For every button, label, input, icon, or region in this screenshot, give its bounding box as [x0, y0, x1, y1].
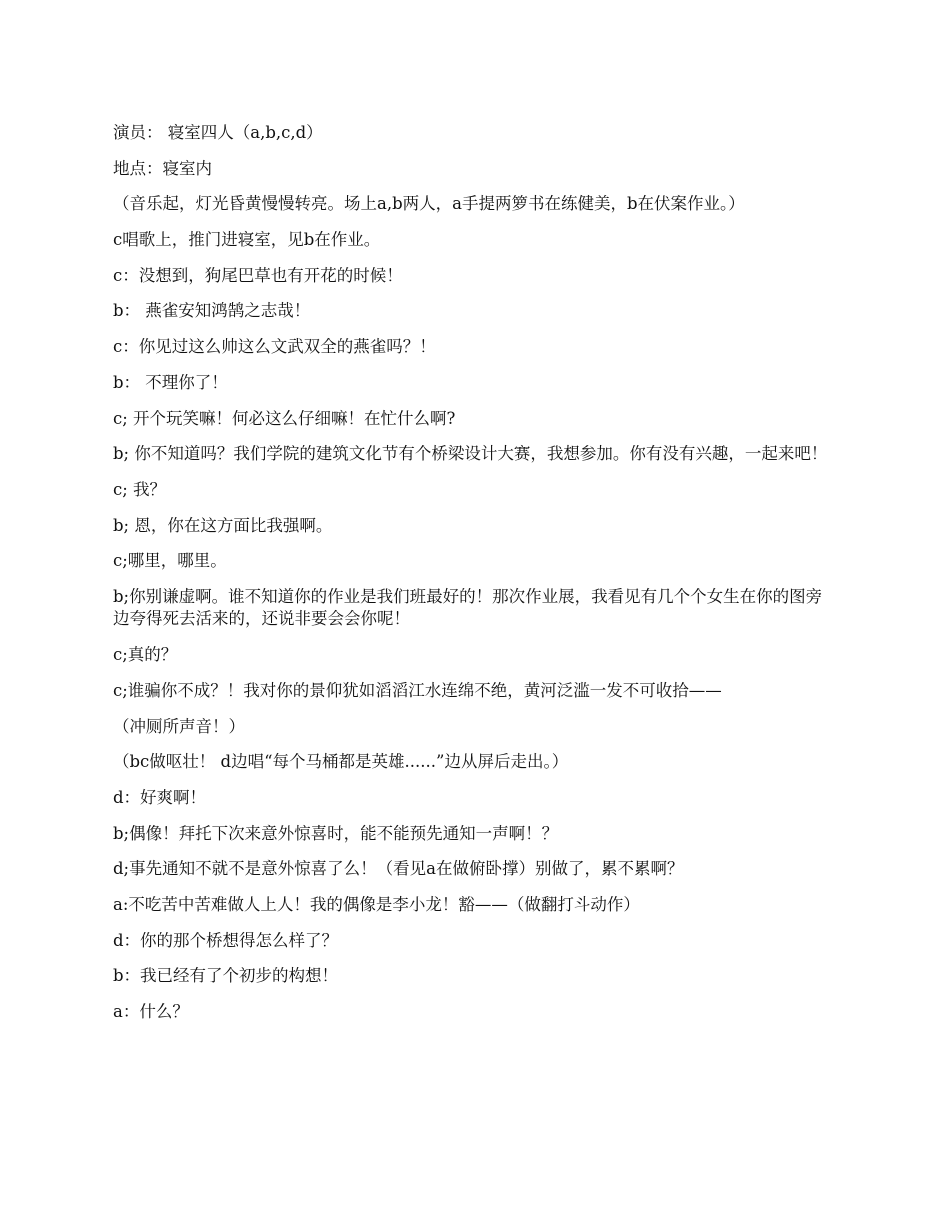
dialogue-line: a:不吃苦中苦难做人上人！我的偶像是李小龙！豁——（做翻打斗动作） — [113, 894, 640, 914]
dialogue-line: c：没想到，狗尾巴草也有开花的时候！ — [113, 265, 403, 285]
dialogue-line: d;事先通知不就不是意外惊喜了么！（看见a在做俯卧撑）别做了，累不累啊？ — [113, 859, 684, 879]
dialogue-line: b;你别谦虚啊。谁不知道你的作业是我们班最好的！那次作业展，我看见有几个个女生在你的图旁边夸得死去活来的，还说非要会会你呢！ — [113, 586, 823, 629]
dialogue-line: c;谁骗你不成？！我对你的景仰犹如滔滔江水连绵不绝，黄河泛滥一发不可收拾—— — [113, 680, 722, 700]
dialogue-line: b：我已经有了个初步的构想！ — [113, 966, 339, 986]
dialogue-line: b： 燕雀安知鸿鹄之志哉！ — [113, 301, 311, 321]
dialogue-line: c; 我？ — [113, 479, 167, 499]
dialogue-line: d：好爽啊！ — [113, 787, 207, 807]
dialogue-line: b; 恩，你在这方面比我强啊。 — [113, 515, 333, 535]
dialogue-line: b;偶像！拜托下次来意外惊喜时，能不能预先通知一声啊！？ — [113, 823, 559, 843]
dialogue-line: b： 不理你了！ — [113, 372, 228, 392]
script-text — [113, 122, 838, 1037]
dialogue-line: b; 你不知道吗？我们学院的建筑文化节有个桥梁设计大赛，我想参加。你有没有兴趣，一起来吧！ — [113, 444, 828, 464]
stage-direction: （bc做呕壮！ d边唱“每个马桶都是英雄......”边从屏后走出。） — [113, 752, 569, 772]
stage-direction: （冲厕所声音！） — [113, 716, 245, 736]
stage-direction: c唱歌上，推门进寝室，见b在作业。 — [113, 230, 381, 250]
dialogue-line: d：你的那个桥想得怎么样了？ — [113, 930, 339, 950]
dialogue-line: c;真的？ — [113, 645, 178, 665]
dialogue-line: c; 开个玩笑嘛！何必这么仔细嘛！在忙什么啊? — [113, 408, 456, 428]
dialogue-line: c：你见过这么帅这么文武双全的燕雀吗？！ — [113, 337, 436, 357]
cast-line: 演员： 寝室四人（a,b,c,d） — [113, 123, 323, 142]
dialogue-line: a：什么？ — [113, 1002, 189, 1021]
dialogue-line: c;哪里，哪里。 — [113, 551, 227, 571]
location-line: 地点：寝室内 — [113, 158, 212, 178]
stage-direction: （音乐起，灯光昏黄慢慢转亮。场上a,b两人，a手提两箩书在练健美，b在伏案作业。） — [113, 194, 745, 214]
